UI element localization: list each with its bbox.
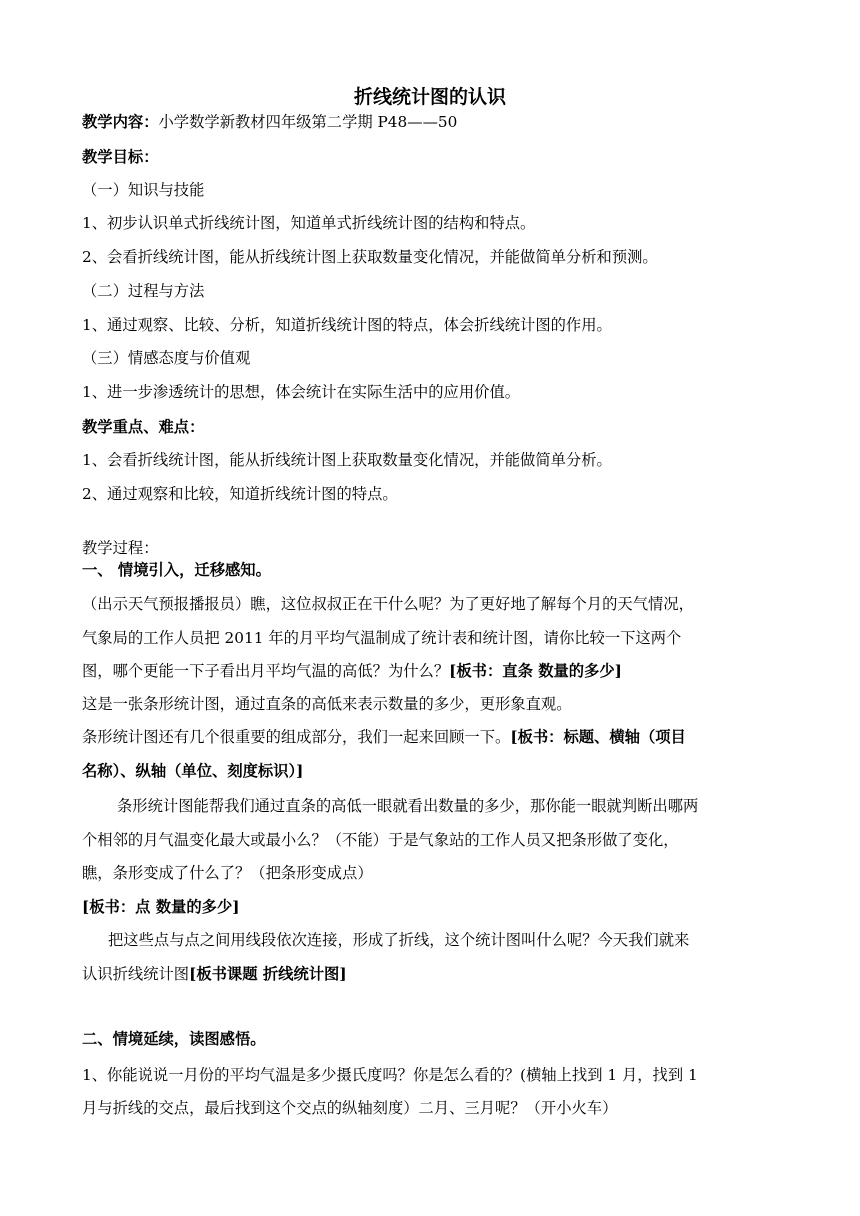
key-point-item: 1、会看折线统计图，能从折线统计图上获取数量变化情况，并能做简单分析。 (82, 451, 612, 469)
teaching-goals-label: 教学目标： (82, 148, 159, 166)
paragraph-line: （出示天气预报播报员）瞧，这位叔叔正在干什么呢？为了更好地了解每个月的天气情况， (82, 595, 694, 613)
paragraph-line: 月与折线的交点，最后找到这个交点的纵轴刻度）二月、三月呢？（开小火车） (82, 1099, 618, 1117)
part-1-heading: 一、 情境引入，迁移感知。 (82, 561, 271, 579)
teaching-content-line (82, 111, 782, 133)
key-points-label: 教学重点、难点： (82, 418, 205, 436)
teaching-content-text: 小学数学新教材四年级第二学期 P48——50 (158, 113, 458, 131)
board-note-line: 名称）、纵轴（单位、刻度标识）] (82, 762, 304, 780)
goals-section-2-heading: （二）过程与方法 (82, 282, 205, 300)
key-point-item: 2、通过观察和比较，知道折线统计图的特点。 (82, 485, 398, 503)
paragraph-line (82, 660, 782, 682)
paragraph-line: 条形统计图能帮我们通过直条的高低一眼就看出数量的多少，那你能一眼就判断出哪两 (117, 797, 699, 815)
paragraph-line: 1、你能说说一月份的平均气温是多少摄氏度吗？你是怎么看的？(横轴上找到 1 月，找到 1 (82, 1066, 698, 1084)
goals-section-1-item: 1、初步认识单式折线统计图，知道单式折线统计图的结构和特点。 (82, 214, 536, 232)
paragraph-line (82, 963, 782, 985)
paragraph-text: 认识折线统计图 (82, 965, 190, 983)
board-note: [板书：标题、横轴（项目 (510, 728, 686, 746)
paragraph-line: 气象局的工作人员把 2011 年的月平均气温制成了统计表和统计图，请你比较一下这两个 (82, 629, 682, 647)
paragraph-text: 条形统计图还有几个很重要的组成部分，我们一起来回顾一下。 (82, 728, 511, 746)
teaching-content-label: 教学内容： (82, 113, 159, 131)
page-title: 折线统计图的认识 (353, 86, 506, 108)
paragraph-line: 把这些点与点之间用线段依次连接，形成了折线，这个统计图叫什么呢？今天我们就来 (108, 931, 690, 949)
board-note-line: [板书：点 数量的多少] (82, 898, 240, 916)
goals-section-1-heading: （一）知识与技能 (82, 181, 205, 199)
board-note: [板书课题 折线统计图] (189, 965, 347, 983)
paragraph-line: 个相邻的月气温变化最大或最小么？（不能）于是气象站的工作人员又把条形做了变化， (82, 831, 679, 849)
goals-section-3-heading: （三）情感态度与价值观 (82, 349, 251, 367)
goals-section-2-item: 1、通过观察、比较、分析，知道折线统计图的特点，体会折线统计图的作用。 (82, 316, 612, 334)
paragraph-text: 图，哪个更能一下子看出月平均气温的高低？为什么？ (82, 662, 450, 680)
board-note: [板书：直条 数量的多少] (449, 662, 622, 680)
teaching-process-label: 教学过程： (82, 539, 159, 557)
paragraph-line (82, 726, 782, 748)
goals-section-1-item: 2、会看折线统计图，能从折线统计图上获取数量变化情况，并能做简单分析和预测。 (82, 248, 658, 266)
paragraph-line: 瞧，条形变成了什么了？（把条形变成点） (82, 864, 373, 882)
goals-section-3-item: 1、进一步渗透统计的思想，体会统计在实际生活中的应用价值。 (82, 383, 521, 401)
paragraph-line: 这是一张条形统计图，通过直条的高低来表示数量的多少，更形象直观。 (82, 695, 572, 713)
part-2-heading: 二、情境延续，读图感悟。 (82, 1030, 266, 1048)
